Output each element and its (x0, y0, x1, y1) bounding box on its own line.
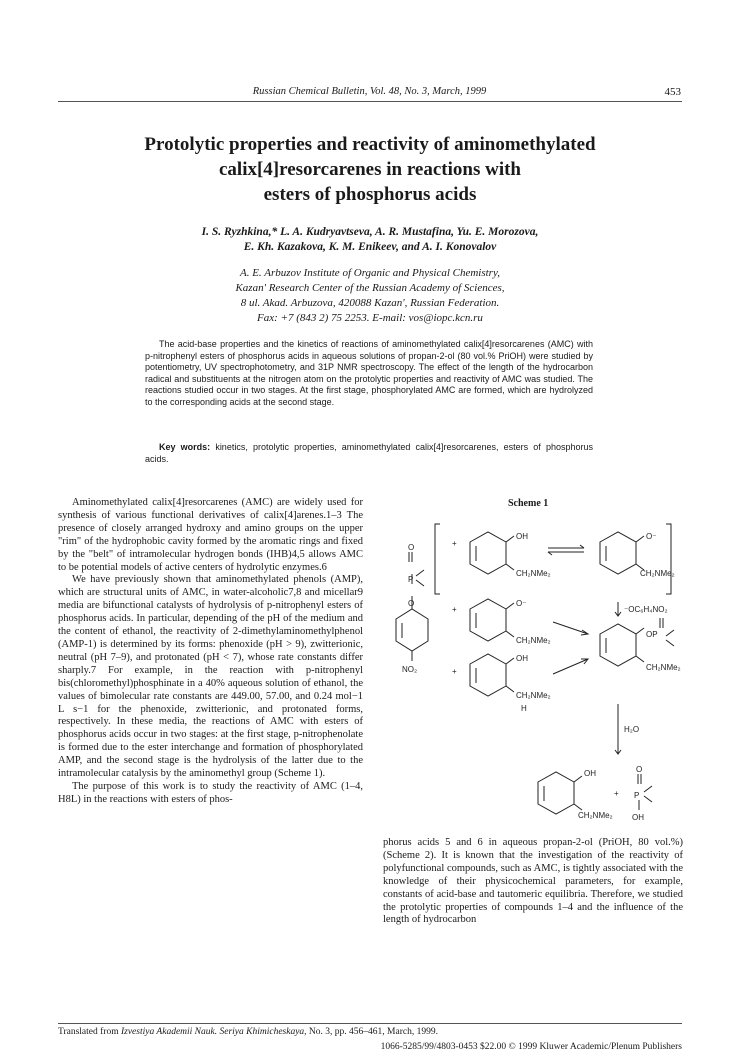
body-right-column (383, 837, 683, 927)
copyright-line: 1066-5285/99/4803-0453 $22.00 © 1999 Kluwer Academic/Plenum Publishers (380, 1042, 682, 1052)
scheme-label-ch2nme2: CH₂NMe₂ (516, 636, 551, 645)
affiliation-line: A. E. Arbuzov Institute of Organic and Physical Chemistry, (239, 267, 500, 279)
scheme-label-ch2nhme2: CH₂NMe₂ (640, 569, 675, 578)
author-line: E. Kh. Kazakova, K. M. Enikeev, and A. I. Konovalov (243, 241, 497, 253)
scheme-label-plus: + (614, 789, 619, 798)
title-line: calix[4]resorcarenes in reactions with (218, 159, 521, 180)
scheme-label-h2o: H₂O (624, 725, 640, 734)
scheme-label-plus: + (452, 605, 457, 614)
footnote-suffix: No. 3, pp. 456–461, March, 1999. (308, 1027, 438, 1037)
scheme-label-oh: OH (632, 813, 644, 822)
scheme-label-leaving-group: ⁻OC₆H₄NO₂ (624, 605, 668, 614)
scheme-label-ch2nme2: CH₂NMe₂ (516, 569, 551, 578)
scheme-label-op: OP (646, 630, 658, 639)
author-list (40, 225, 700, 255)
keywords-text: kinetics, protolytic properties, aminomethylated calix[4]resorcarenes, esters of phosphorus acids. (145, 442, 593, 464)
scheme-label-oh: OH (516, 654, 528, 663)
scheme-label-oh: OH (584, 769, 596, 778)
body-paragraph: We have previously shown that aminomethylated phenols (AMP), which are structural units of AMC, in water-alcoholic7,8 and micellar9 media are bifunctional catalysts of hydrolysis of p-nitrophenyl esters of phosphorus acids. In particular, depending of the pH of the medium and the content of ethanol, the reactivity of 2-dimethylaminomethylphenol (AMP-1) is determined by its forms: phenoxide (pH > 9), zwitterionic, neutral (pH 7–9), and protonated (pH < 7), whose rate constants differ sharply.7 For example, in the reaction with p-nitrophenyl bis(chloromethyl)phosphinate in a 40% aqueous solution of ethanol, the values of bimolecular rate constants are 449.00, 57.00, and 0.24 mol−1 L s−1 for the phenoxide, zwitterionic, and protonated forms, respectively. In these media, the reactions of AMC with esters of phosphorus acids occur in two stages: at the first stage, p-nitrophenolate is formed due to the ester interchange and formation of phosphorylated AMP, and the second stage is the hydrolysis of the latter due to the intramolecular catalysis by the aminomethyl group (Scheme 1). (58, 574, 363, 780)
footnote-rule (58, 1023, 682, 1024)
translation-footnote (58, 1027, 438, 1037)
body-left-column (58, 497, 363, 807)
paper-title (40, 132, 700, 207)
body-paragraph: phorus acids 5 and 6 in aqueous propan-2-ol (PriOH, 80 vol.%) (Scheme 2). It is known that the investigation of the reactivity of polyfunctional compounds, such as AMC, is tightly associated with the knowledge of their physicochemical parameters, for example, constants of acid-base and tautomeric equilibria. Therefore, we studied the protolytic properties of compounds 1–4 and the influence of the length of hydrocarbon (383, 837, 683, 926)
scheme-label-no2: NO₂ (402, 665, 418, 674)
footnote-journal: Izvestiya Akademii Nauk. Seriya Khimicheskaya, (120, 1027, 307, 1037)
scheme-title: Scheme 1 (508, 498, 549, 509)
scheme-label-o: O (408, 543, 415, 552)
affiliation-line: Kazan' Research Center of the Russian Academy of Sciences, (235, 282, 505, 294)
scheme-label-ch2nme2: CH₂NMe₂ (578, 811, 613, 820)
scheme-label-p: P (634, 791, 640, 800)
abstract: The acid-base properties and the kinetics of reactions of aminomethylated calix[4]resorcarenes (AMC) with p-nitrophenyl esters of phosphorus acids in aqueous solutions of propan-2-ol (80 vol.% PriOH) were studied by potentiometry, UV spectrophotometry, and 31P NMR spectroscopy. The effect of the length of the hydrocarbon radical and substituents at the nitrogen atom on the protolytic properties and reactivity of AMC was studied. The reactions studied occur in two stages. At the first stage, phosphorylated AMC are formed, which are hydrolyzed to the corresponding acids at the second stage. (145, 339, 593, 407)
scheme-label-p: P (408, 575, 414, 584)
scheme-label-o-minus: O⁻ (516, 599, 527, 608)
affiliation (40, 266, 700, 326)
body-paragraph: The purpose of this work is to study the reactivity of AMC (1–4, H8L) in the reactions with esters of phos- (58, 780, 363, 805)
scheme-label-h: H (521, 704, 527, 713)
keywords (145, 442, 593, 465)
author-line: I. S. Ryzhkina,* L. A. Kudryavtseva, A. R. Mustafina, Yu. E. Morozova, (201, 226, 539, 238)
running-head: Russian Chemical Bulletin, Vol. 48, No. 3, March, 1999 (252, 86, 487, 97)
title-line: esters of phosphorus acids (263, 184, 477, 205)
body-paragraph: Aminomethylated calix[4]resorcarenes (AMC) are widely used for synthesis of various functional derivatives of calix[4]arenes.1–3 The presence of closely arranged hydroxy and amino groups on the upper "rim" of the hydrophobic cavity formed by the aromatic rings and fixed by the "belt" of intramolecular hydrogen bonds (IHB)4,5 allows AMC to be potential models of active centers of hydrolytic enzymes.6 (58, 497, 363, 573)
scheme-label-ch2nme2: CH₂NMe₂ (646, 663, 681, 672)
scheme-1-diagram (388, 514, 688, 834)
scheme-label-o-minus: O⁻ (646, 532, 657, 541)
scheme-label-oh: OH (516, 532, 528, 541)
scheme-label-o: O (408, 599, 415, 608)
scheme-label-o: O (636, 765, 643, 774)
header-rule (58, 101, 682, 102)
keywords-label: Key words: (159, 442, 211, 452)
scheme-label-plus: + (452, 667, 457, 676)
scheme-label-plus: + (452, 539, 457, 548)
title-line: Protolytic properties and reactivity of aminomethylated (144, 134, 596, 155)
affiliation-line: Fax: +7 (843 2) 75 2253. E-mail: vos@iopc.kcn.ru (257, 312, 483, 324)
page-number: 453 (664, 86, 681, 98)
affiliation-line: 8 ul. Akad. Arbuzova, 420088 Kazan', Russian Federation. (240, 297, 500, 309)
footnote-prefix: Translated from (58, 1027, 119, 1037)
scheme-label-ch2nhme2: CH₂NMe₂ (516, 691, 551, 700)
